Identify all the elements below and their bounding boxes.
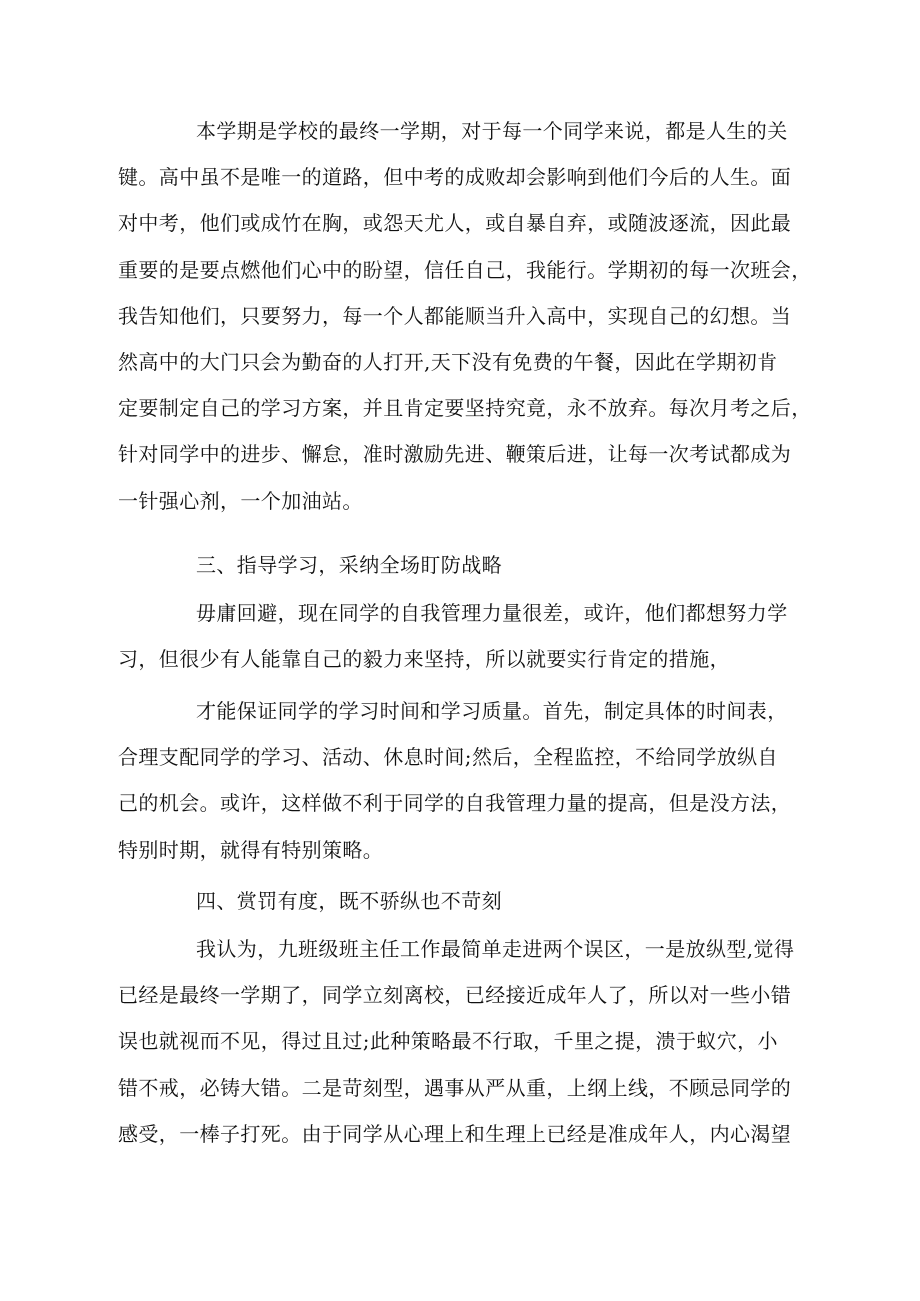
text-line: 本学期是学校的最终一学期，对于每一个同学来说，都是人生的关 [196, 119, 788, 143]
text-line: 键。高中虽不是唯一的道路，但中考的成败却会影响到他们今后的人生。面 [118, 165, 792, 190]
text-line: 才能保证同学的学习时间和学习质量。首先，制定具体的时间表， [196, 699, 788, 723]
text-line: 对中考，他们或成竹在胸，或怨天尤人，或自暴自弃，或随波逐流，因此最 [118, 211, 792, 236]
section-heading-3 [118, 542, 798, 588]
text-line: 我告知他们，只要努力，每一个人都能顺当升入高中，实现自己的幻想。当 [118, 303, 792, 328]
paragraph-1 [118, 108, 812, 524]
heading-text: 四、赏罚有度，既不骄纵也不苛刻 [196, 889, 502, 913]
text-line: 已经是最终一学期了，同学立刻离校，已经接近成年人了，所以对一些小错 [118, 983, 792, 1008]
text-line: 我认为，九班级班主任工作最简单走进两个误区，一是放纵型,觉得 [196, 937, 795, 961]
section-heading-4 [118, 878, 798, 924]
text-line: 重要的是要点燃他们心中的盼望，信任自己，我能行。学期初的每一次班会， [118, 257, 812, 282]
text-line: 定要制定自己的学习方案，并且肯定要坚持究竟，永不放弃。每次月考之后， [118, 396, 812, 421]
text-line: 错不戒，必铸大错。二是苛刻型，遇事从严从重，上纲上线，不顾忌同学的 [118, 1075, 792, 1100]
text-line: 针对同学中的进步、懈怠，准时激励先进、鞭策后进，让每一次考试都成为 [118, 442, 792, 467]
text-line: 毋庸回避，现在同学的自我管理力量很差，或许，他们都想努力学 [196, 601, 788, 625]
text-line: 特别时期，就得有特别策略。 [118, 837, 384, 862]
text-line: 然高中的大门只会为勤奋的人打开,天下没有免费的午餐，因此在学期初肯 [118, 349, 778, 374]
paragraph-2 [118, 590, 798, 682]
text-line: 合理支配同学的学习、活动、休息时间;然后，全程监控，不给同学放纵自 [118, 745, 778, 770]
text-line: 感受，一棒子打死。由于同学从心理上和生理上已经是准成年人，内心渴望 [118, 1121, 792, 1146]
text-line: 误也就视而不见，得过且过;此种策略最不行取，千里之提，溃于蚁穴，小 [118, 1029, 778, 1054]
text-line: 习，但很少有人能靠自己的毅力来坚持，所以就要实行肯定的措施， [118, 647, 730, 672]
paragraph-3 [118, 688, 798, 873]
text-line: 己的机会。或许，这样做不利于同学的自我管理力量的提高，但是没方法， [118, 791, 792, 816]
heading-text: 三、指导学习，采纳全场盯防战略 [196, 553, 502, 577]
text-line: 一针强心剂，一个加油站。 [118, 488, 363, 513]
paragraph-4 [118, 926, 798, 1157]
